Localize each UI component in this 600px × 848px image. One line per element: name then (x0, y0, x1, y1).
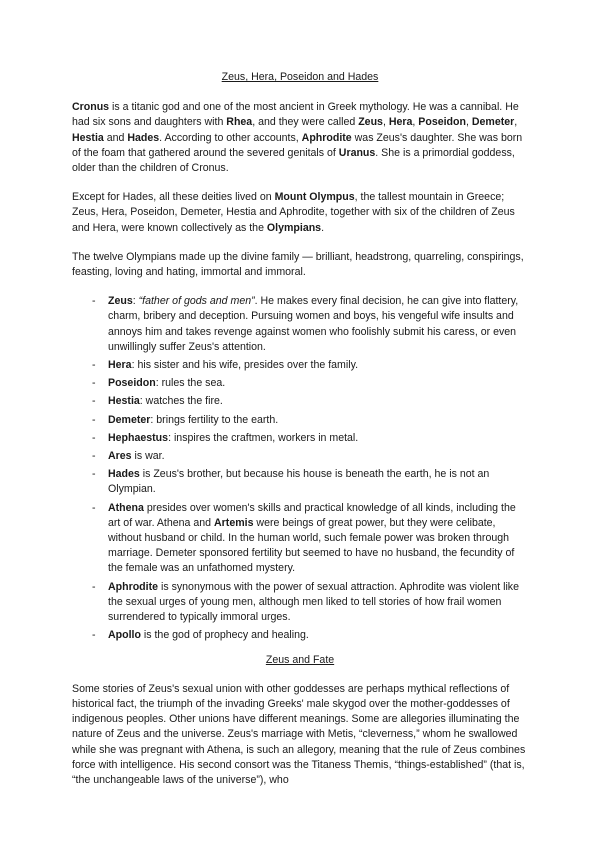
bold-term: Olympians (266, 221, 322, 234)
list-dash: - (92, 359, 96, 372)
bold-term: Poseidon (418, 116, 466, 129)
text-run: : (132, 295, 139, 308)
list-item (92, 431, 528, 446)
text-run: is Zeus's brother, but because his house is beneath the earth, he is not an Olympian. (108, 468, 490, 496)
text-run: presides over women's skills and practical knowledge of all kinds, including the art of war. Athena and (108, 501, 516, 529)
bold-term: Hera (388, 116, 413, 129)
text-run: The twelve Olympians made up the divine family — brilliant, headstrong, quarreling, conspirings, feasting, loving and hating, immortal and immoral. (72, 250, 524, 279)
text-run: , (465, 116, 472, 129)
section-heading-zeus-and-fate: Zeus and Fate (265, 653, 335, 666)
text-run: is war. (131, 450, 165, 463)
bold-term: Uranus (338, 146, 376, 159)
gods-list (72, 294, 528, 643)
bold-term: Aphrodite (301, 131, 352, 144)
text-run: : brings fertility to the earth. (150, 413, 279, 426)
list-item (92, 394, 528, 409)
list-item (92, 580, 528, 626)
italic-quote: “father of gods and men” (138, 295, 255, 308)
list-dash: - (92, 468, 96, 481)
bold-term: Hephaestus (108, 431, 169, 444)
text-run: was Zeus's daughter. She was born of the foam that gathered around the severed genitals of (72, 131, 523, 159)
text-run: is the god of prophecy and healing. (140, 629, 309, 642)
text-run: . She is a primordial goddess, older than the children of Cronus. (72, 146, 515, 175)
text-run: , (382, 116, 389, 129)
bold-term: Hades (108, 468, 140, 481)
bold-term: Hestia (72, 131, 104, 144)
bold-term: Athena (108, 501, 144, 514)
text-run: : inspires the craftmen, workers in metal. (168, 431, 359, 444)
bold-term: Demeter (108, 413, 151, 426)
text-run: , (514, 116, 518, 129)
bold-term: Hera (108, 359, 132, 372)
bold-term: Zeus (358, 116, 383, 129)
text-run: Some stories of Zeus's sexual union with other goddesses are perhaps mythical reflections of historical fact, the triumph of the invading Greeks' male skygod over the mother-goddesses of indigenous peoples. Other unions have different meanings. Some are allegories illuminating the nature of Zeus and the universe. Zeus's marriage with Metis, “cleverness,” whom he swallowed while she was pregnant with Athena, is such an allegory, meaning that the rule of Zeus combines force with intelligence. His second consort was the Titaness Themis, “things-established” (that is, “the unchangeable laws of the universe”), who (72, 682, 526, 786)
text-run: were beings of great power, but they were celibate, without husband or child. In the human world, such female power was broken through marriage. Demeter sponsored fertility but seemed to have no husband, the fecundity of the female was an unfathomed mystery. (108, 516, 515, 575)
text-run: . According to other accounts, (159, 131, 302, 144)
text-run: Except for Hades, all these deities lived on (72, 191, 275, 204)
list-item (92, 467, 528, 497)
paragraph-olympians (72, 250, 528, 280)
text-run: , and they were called (252, 116, 359, 129)
text-run: . He makes every final decision, he can give into flattery, charm, bribery and deception. Pursuing women and boys, his vengeful wife insults and annoys him and takes revenge against women who foolishly submit his caress, or even unwillingly suffer Zeus's attention. (108, 295, 519, 353)
list-dash: - (92, 395, 96, 408)
paragraph-olympus (72, 190, 528, 236)
list-dash: - (92, 450, 96, 463)
text-run: . (321, 221, 325, 234)
list-item (92, 501, 528, 577)
list-dash: - (92, 501, 96, 514)
bold-term: Aphrodite (108, 580, 159, 593)
intro-paragraph-cronus (72, 100, 528, 176)
text-run: , the tallest mountain in Greece; Zeus, Hera, Poseidon, Demeter, Hestia and Aphrodite, together with six of the children of Zeus and Hera, were known collectively as the (72, 191, 515, 234)
bold-term: Demeter (471, 116, 515, 129)
text-run: : his sister and his wife, presides over the family. (131, 359, 359, 372)
bold-term: Hestia (108, 395, 140, 408)
bold-term: Artemis (214, 516, 254, 529)
list-dash: - (92, 413, 96, 426)
list-dash: - (92, 295, 96, 308)
list-dash: - (92, 431, 96, 444)
text-run: and (103, 131, 128, 144)
page-title: Zeus, Hera, Poseidon and Hades (221, 71, 379, 83)
list-item (92, 413, 528, 428)
list-item (92, 294, 528, 355)
bold-term: Hades (127, 131, 160, 144)
bold-term: Zeus (108, 295, 133, 308)
text-run: : watches the fire. (139, 395, 223, 408)
list-item (92, 358, 528, 373)
list-item (92, 628, 528, 643)
text-run: is a titanic god and one of the most ancient in Greek mythology. He was a cannibal. He had six sons and daughters with (72, 101, 519, 129)
list-dash: - (92, 580, 96, 593)
bold-term: Ares (108, 450, 132, 463)
text-run: is synonymous with the power of sexual attraction. Aphrodite was violent like the sexual urges of young men, although men liked to tell stories of how frail women surrendered to typically immoral urges. (108, 580, 519, 624)
text-run: : rules the sea. (155, 377, 226, 390)
bold-term: Poseidon (108, 377, 156, 390)
list-item (92, 376, 528, 391)
document-body (72, 70, 528, 802)
list-item (92, 449, 528, 464)
list-dash: - (92, 629, 96, 642)
bold-term: Apollo (108, 629, 141, 642)
text-run: , (412, 116, 419, 129)
bold-term: Cronus (72, 101, 110, 114)
bold-term: Rhea (226, 116, 253, 129)
list-dash: - (92, 377, 96, 390)
bold-term: Mount Olympus (274, 191, 355, 204)
paragraph-zeus-and-fate (72, 682, 528, 788)
